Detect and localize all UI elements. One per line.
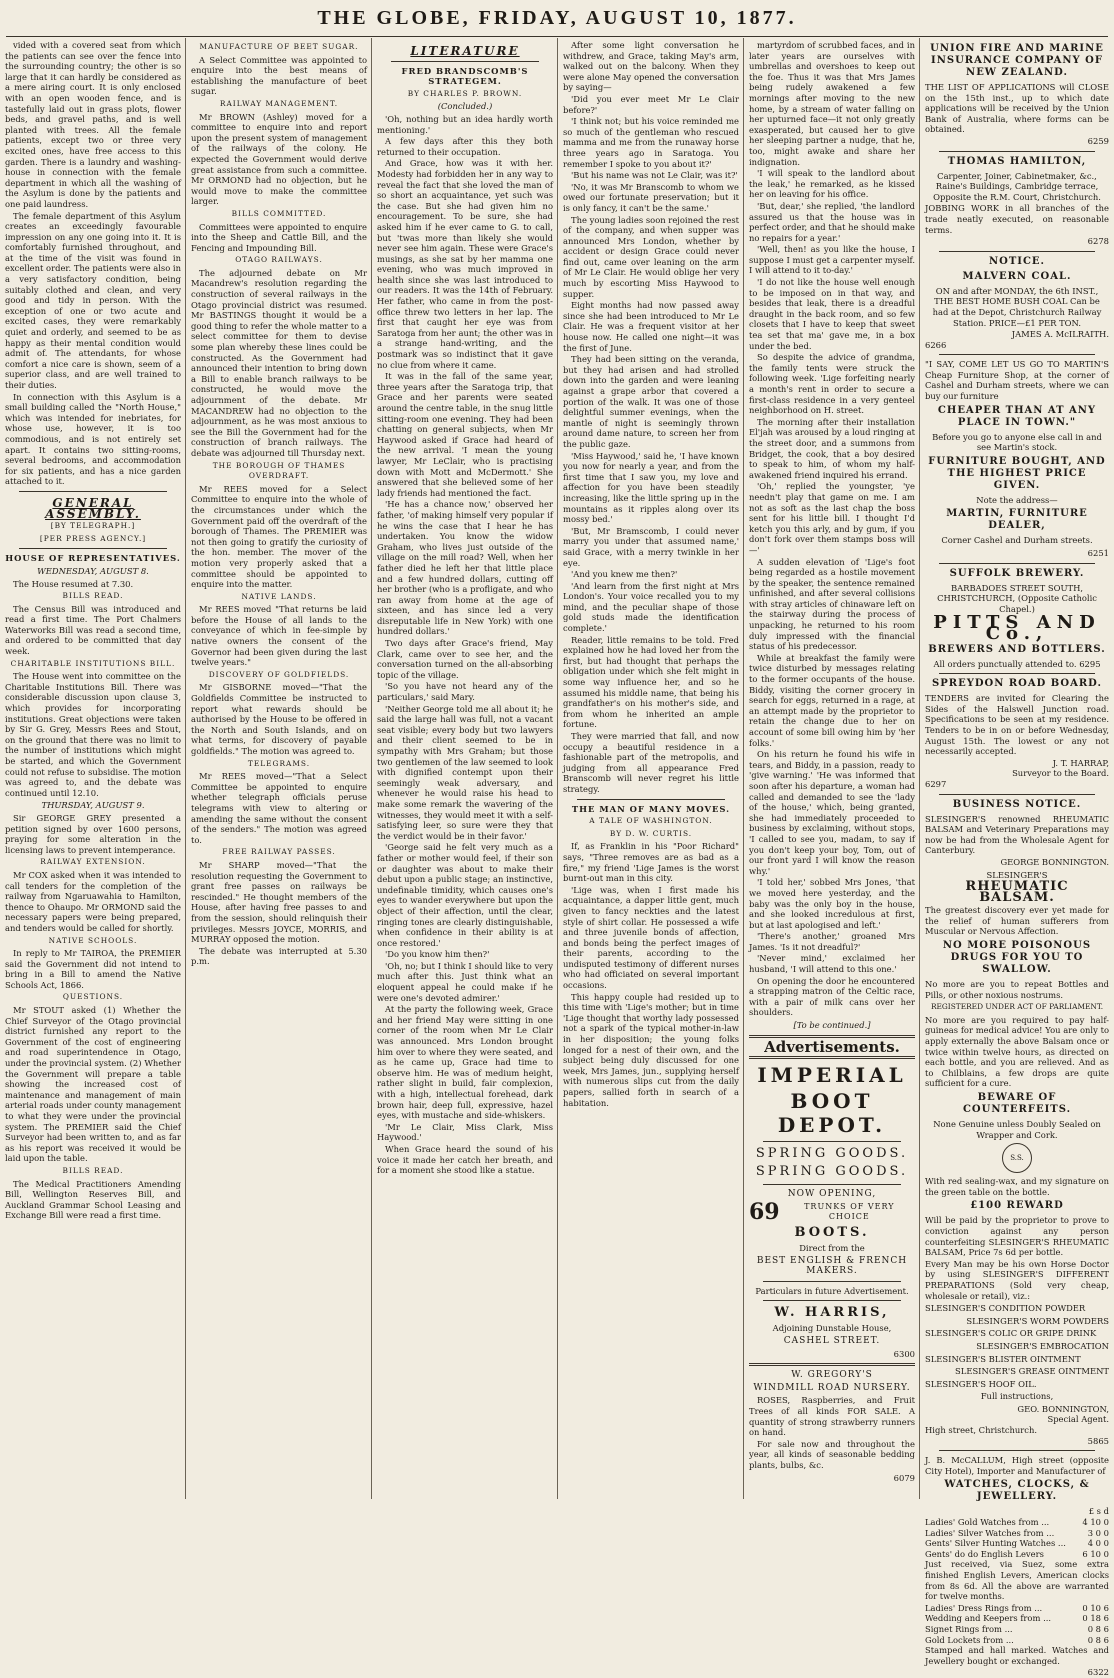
ad-adjoining: Adjoining Dunstable House, [772,1323,892,1334]
ad-preparation: SLESINGER'S GREASE OINTMENT [955,1366,1109,1377]
divider [391,61,539,62]
subheading: QUESTIONS. [62,992,124,1002]
story-paragraph: The young ladies soon rejoined the rest of the company, and when supper was announced Mrs London, whether by accident or design Grace could never find out, came over leaning on the arm of Mr Le Clair. He would oblige her very much by escorting Miss Haywood to supper. [563,214,739,299]
article-paragraph: The adjourned debate on Mr Macandrew's resolution regarding the construction of several railways in the Otago provincial district was resumed. Mr BASTINGS thought it would be a good thing to refer the whole matter to a select committee for them to devise some plan whereby these lines could be constructed. As the Government had announced their intention to bring down a Bill to enable branch railways to be constructed, he would move the adjournment of the debate. Mr MACANDREW had no objection to the adjournment, as he was most anxious to see the Bill the Government had for the construction of branch railways. The debate was adjourned till Thursday next. [191,267,367,458]
asylum-paragraph: The female department of this Asylum creates an exceedingly favourable impression on any one going into it. It is comfortably furnished throughout, and at the time of the visit was found in excellent order. The patients were also in a very satisfactory condition, being suitably clothed and clean, and very good and tidy in person. With the exception of one or two acute and excited cases, they were remarkably quiet and orderly, and seemed to be as happy as their mental condition would admit of. The attendants, for whose comfort a nice care is shown, seem of a superior class, and are well trained to their duties. [5,210,181,390]
ad-pitts-orders-text: All orders punctually attended to. [933,658,1077,669]
ad-direct: Direct from the [799,1243,865,1253]
ad-now-opening: NOW OPENING, [787,1189,877,1200]
ad-every-man: Every Man may be his own Horse Doctor by using SLESINGER'S DIFFERENT PREPARATIONS (Sold very cheap, wholesale or retail), viz.: [925,1258,1109,1301]
ad-nursery: WINDMILL ROAD NURSERY. [753,1382,911,1393]
story-paragraph: They were married that fall, and now occupy a beautiful residence in a fashionable part of the metropolis, and judging from all appearance Fred Branscomb will never regret his little strategy. [563,731,739,794]
ad-preparation: SLESINGER'S WORM POWDERS [966,1315,1109,1326]
ad-balsam-body-3: No more are you required to pay half-guineas for medical advice! You are only to apply externally the above Balsam once or twice within twelve hours, as directed on each bottle, and you are relieved. And as to Chilblains, a few drops are quite sufficient for a cure. [925,1014,1109,1089]
story-paragraph: martyrdom of scrubbed faces, and in later years are ourselves with umbrellas and overshoes to keep out the foe. Thus it was that Mrs James being rudely awakened a few mornings after moving to the new home, by a stream of water falling on her upturned face—it not only greatly exasperated, but caused her to give her sleeping partner a nudge, that he, too, might awake and share her indignation. [749,40,915,167]
ad-malvern-signature: JAMES A. McILRAITH. [1011,329,1109,340]
price-table [925,1506,1109,1559]
story-title: FRED BRANDSCOMB'S STRATEGEM. [401,65,529,87]
divider [939,354,1095,355]
column-1 [0,38,186,1499]
ad-boots: BOOTS. [794,1225,870,1240]
story2-title: THE MAN OF MANY MOVES. [571,803,731,814]
ad-number: 6278 [1087,236,1109,247]
ad-martin-name: MARTIN, FURNITURE DEALER, [946,508,1088,532]
column-3 [372,38,558,1499]
ad-spreydon-title: SPREYDON ROAD BOARD. [932,678,1102,690]
article-paragraph: Mr SHARP moved—"That the resolution requesting the Government to grant free passes on railways be rescinded." He thought members of the House, after having free passes to and from the session, should relinquish their privileges. Messrs JOYCE, MORRIS, and MURRAY opposed the motion. [191,859,367,945]
resumed-text: The House resumed at 7.30. [13,578,134,589]
divider [939,563,1095,564]
divider [939,1450,1095,1451]
ad-roses-2: For sale now and throughout the year, all kinds of seasonable bedding plants, bulbs, &c. [749,1438,915,1470]
ad-number: 6322 [1087,1667,1109,1678]
divider [763,1184,901,1185]
ad-spreydon-signature-2: Surveyor to the Board. [1012,768,1109,779]
ad-spring-goods: SPRING GOODS. [755,1164,909,1180]
divider [939,673,1095,674]
divider [19,491,167,492]
divider [749,1056,915,1059]
subheading: BILLS READ. [62,591,124,601]
subheading: MANUFACTURE OF BEET SUGAR. [199,42,359,51]
divider [939,794,1095,795]
story-paragraph: 'He has a chance now,' observed her father, 'of making himself very popular if he wins the case that I hear he has undertaken. You know the widow Graham, who lives just outside of the village on the mill road? Well, when her father died he left her that little place and a few hundred dollars, cutting off her brother (who is a profligate, and who ran away from home at the age of sixteen, and has since led a very disreputable life in New York) with one hundred dollars.' [377,499,553,637]
ad-mccallum-body: J. B. McCALLUM, High street (opposite City Hotel), Importer and Manufacturer of [925,1455,1109,1476]
story-paragraph: The morning after their installation El'jah was aroused by a loud ringing at the street door, and a summons from Bridget, the cook, that a boy desired to speak to him, of whom my half-awakened friend inquired his errand. [749,416,916,480]
story-paragraph: 'And learn from the first night at Mrs London's. Your voice recalled you to my mind, and the peculiar shape of those gold studs made the identification complete.' [563,580,739,634]
article-paragraph: Mr COX asked when it was intended to call tenders for the completion of the railway from Ngaruawahia to Hamilton, thence to Ohaupo. Mr ORMOND said the necessary papers were being prepared, and tenders would be called for shortly. [5,869,181,933]
ad-full-signature-2: Special Agent. [1047,1414,1109,1425]
price-value: 0 8 6 [1087,1623,1109,1634]
ad-pitts-body: BREWERS AND BOTTLERS. [928,643,1106,655]
ad-makers: BEST ENGLISH & FRENCH MAKERS. [756,1255,908,1277]
ad-registered: REGISTERED UNDER ACT OF PARLIAMENT. [930,1002,1104,1012]
ad-number: 5865 [1087,1435,1109,1446]
story-paragraph: This happy couple had resided up to this time with 'Lige's mother; but in time 'Lige thought that worthy lady possessed not a spark of the typical mother-in-law in her disposition; the young folks longed for a nest of their own, and the subject being duly discussed for one week, Mrs James, jun., supplying herself with numerous slips cut from the daily papers, sallied forth in search of a habitation. [563,991,739,1108]
ad-preparation: SLESINGER'S CONDITION POWDER [925,1303,1086,1314]
subheading: NATIVE LANDS. [241,591,317,601]
divider [939,251,1095,252]
subheading: CHARITABLE INSTITUTIONS BILL. [10,658,176,668]
price-item: Ladies' Silver Watches from ... [925,1527,1055,1538]
subheading: TELEGRAMS. [247,758,311,768]
divider [19,548,167,549]
ad-number: 6300 [893,1348,915,1359]
article-paragraph: Mr REES moved—"That a Select Committee be appointed to enquire whether telegraph officials peruse telegrams with view to altering or amending the same without the consent of the senders." The motion was agreed to. [191,771,367,845]
ad-reward-body: With red sealing-wax, and my signature on the green table on the bottle. [925,1176,1109,1197]
price-value: 4 0 0 [1087,1538,1109,1549]
ad-martin-title: "I SAY, COME LET US GO TO MARTIN'S Cheap Furniture Shop, at the corner of Cashel and Durham streets, where we can buy our furniture [925,359,1109,402]
ad-trunks: TRUNKS OF VERY CHOICE [804,1201,895,1222]
ad-union-body: THE LIST OF APPLICATIONS will CLOSE on the 15th inst., up to which date applications will be received by the Union Bank of Australia, where forms can be obtained. [925,82,1109,135]
ad-martin-cheaper: CHEAPER THAN AT ANY PLACE IN TOWN." [937,404,1097,428]
ad-mccallum-end: Stamped and hall marked. Watches and Jewellery bought or exchanged. [925,1645,1109,1666]
ad-balsam-no-more: NO MORE POISONOUS DRUGS FOR YOU TO SWALLOW. [942,940,1092,976]
subheading: DISCOVERY OF GOLDFIELDS. [208,669,350,679]
lsd-header: £ s d [1088,1506,1109,1517]
ad-full-address: High street, Christchurch. [925,1425,1038,1436]
ad-balsam-title: RHEUMATIC BALSAM. [965,879,1069,905]
story-paragraph: 'I told her,' sobbed Mrs Jones, 'that we moved here yesterday, and the baby was the only boy in the house, and she looked incredulous at first, but at last apologised and left.' [749,877,915,930]
story-paragraph: 'Never mind,' exclaimed her husband, 'I will attend to this one.' [749,953,915,975]
ad-preparation: SLESINGER'S EMBROCATION [976,1340,1109,1351]
table-row [925,1613,1109,1624]
ad-business-signature: GEORGE BONNINGTON. [1000,856,1109,867]
story-paragraph: And Grace, how was it with her. Modesty had forbidden her in any way to reveal the fact that she loved the man of so short an acquaintance, yet such was the case. But she had given him no encouragement. To be sure, she had asked him if he ever came to G. to call, but 'twas more than likely she would never see him again. These were Grace's musings, as she sat by her mamma one evening, who was much improved in health since she was last introduced to our readers. It was the 14th of February. Her father, who came in from the post-office threw two letters in her lap. The first that caught her eye was from Saratoga from her aunt; the other was in a strange hand-writing, and the postmark was so indistinct that it gave no clue from where it came. [377,158,553,370]
column-5 [744,38,920,1499]
ad-malvern-title: MALVERN COAL. [962,270,1072,282]
article-paragraph: Mr GISBORNE moved—"That the Goldfields Committee be instructed to report what rewards should be authorised by the House to be offered in the North and South Islands, and on what terms, for discovery of payable goldfields." The motion was agreed to. [191,682,367,756]
story-paragraph: 'Miss Haywood,' said he, 'I have known you now for nearly a year, and from the first time that I saw you, my love and affection for you have been steadily increasing, like the little spring up in the mountains as it ripples along over its mossy bed.' [563,450,739,525]
ad-hamilton-body: Carpenter, Joiner, Cabinetmaker, &c., Raine's Buildings, Cambridge terrace, Opposite the R.M. Court, Christchurch. [933,170,1101,202]
ad-full-instructions: Full instructions, [980,1391,1054,1402]
ad-spreydon-signature: J. T. HARRAP, [1052,757,1109,768]
table-row [925,1603,1109,1614]
masthead-title: THE GLOBE, FRIDAY, AUGUST 10, 1877. [317,6,797,29]
story-author: BY CHARLES P. BROWN. [407,88,523,98]
ad-pitts-orders [925,659,1109,670]
article-paragraph: Committees were appointed to enquire into the Sheep and Cattle Bill, and the Fencing and Impounding Bill. [191,221,367,253]
price-value: 0 18 6 [1082,1613,1109,1624]
story-paragraph: Reader, little remains to be told. Fred explained how he had loved her from the first, but had thought that perhaps the obligation under which she felt might in some way influence her, and so he assumed his middle name, that being his grandfather's on his mother's side, and from whom he inherited an ample fortune. [563,634,739,730]
story-paragraph: When Grace heard the sound of his voice it made her catch her breath, and for a moment she stood like a statue. [377,1143,553,1176]
table-row [925,1517,1109,1528]
table-row [925,1506,1109,1517]
ad-suffolk-title: SUFFOLK BREWERY. [949,567,1085,579]
ad-martin-corner: Corner Cashel and Durham streets. [941,535,1093,546]
masthead [6,0,1108,37]
story-paragraph: 'But his name was not Le Clair, was it?' [571,170,738,181]
date-heading: THURSDAY, AUGUST 9. [41,800,145,811]
story-paragraph: 'And you knew me then?' [571,569,678,580]
ad-roses: ROSES, Raspberries, and Fruit Trees of all kinds FOR SALE. A quantity of strong strawberry runners on hand. [749,1395,915,1438]
ad-mccallum-body-2: Just received, via Suez, some extra finished English Levers, American clocks from 8s 6d. All the above are warranted for twelve months. [925,1559,1109,1602]
divider [763,1300,901,1301]
ad-number: 6259 [1087,135,1109,146]
price-value: 3 0 0 [1087,1527,1109,1538]
story-paragraph: On opening the door he encountered a strapping matron of the Celtic race, with a pair of milk cans over her shoulders. [749,975,915,1018]
ad-balsam-body-2: No more are you to repeat Bottles and Pills, or other noxious nostrums. [925,979,1109,1000]
ad-particulars: Particulars in future Advertisement. [755,1285,909,1296]
column-2 [186,38,372,1499]
ad-slesinger: SLESINGER'S [986,869,1048,880]
table-row [925,1549,1109,1560]
subheading: BILLS READ. [62,1165,124,1175]
article-paragraph: The House went into committee on the Charitable Institutions Bill. There was considerable discussion upon clause 3, which provides for incorporating institutions. Great objections were taken by Sir G. Grey, Messrs Rees and Stout, on the ground that there was no limit to the number of institutions which might be started, and which the Government could not refuse to subsidise. The motion was agreed to, and the debate was continued until 12.10. [5,671,181,798]
ad-business-body: SLESINGER'S renowned RHEUMATIC BALSAM and Veterinary Preparations may now be had from the Wholesale Agent for Canterbury. [925,813,1109,856]
ad-balsam-body: The greatest discovery ever yet made for the relief of human sufferers from Muscular or Nervous Affection. [925,905,1109,937]
table-row [925,1624,1109,1635]
story-paragraph: 'I will speak to the landlord about the leak,' he remarked, as he kissed her on leaving for his office. [749,168,915,200]
date-heading: WEDNESDAY, AUGUST 8. [37,565,149,576]
to-be-continued: [To be continued.] [793,1020,871,1031]
column-4 [558,38,744,1499]
divider [749,1363,915,1366]
ad-union-title: UNION FIRE AND MARINE INSURANCE COMPANY OF NEW ZEALAND. [930,43,1104,78]
story-paragraph: 'George said he felt very much as a father or mother would feel, if their son or daughter was about to make their debut upon a public stage; an instinctive, undefinable timidity, which causes one's eyes to wander everywhere but upon the object of their affection, until the clear, ringing tones are clearly distinguishable, when confidence in their ability is at once restored.' [377,842,553,948]
house-heading: HOUSE OF REPRESENTATIVES. [5,553,181,564]
ad-number: 6079 [893,1472,915,1483]
story-concluded: (Concluded.) [437,101,493,112]
ad-mccallum-title: WATCHES, CLOCKS, & JEWELLERY. [944,1479,1090,1503]
price-item: Wedding and Keepers from ... [925,1613,1052,1624]
story-paragraph: So despite the advice of grandma, the family tents were struck the following week. 'Lige forfeiting nearly a month's rent in order to secure a first-class residence in a very genteel neighborhood on H. street. [749,352,915,416]
article-paragraph: Mr REES moved "That returns be laid before the House of all lands to the conveyance of which in fee-simple by native owners the consent of the Governor had been given during the last twelve years." [191,604,367,668]
ad-imperial: IMPERIAL [757,1063,907,1088]
ad-full-signature: GEO. BONNINGTON, [1017,1403,1109,1414]
ad-harris: W. HARRIS, [774,1305,890,1321]
story-paragraph: 'Well, then! as you like the house, I suppose I must get a carpenter myself. I will attend to it to-day.' [749,244,915,276]
ad-preparation: SLESINGER'S COLIC OR GRIPE DRINK [925,1328,1097,1339]
story-paragraph: 'Do you know him then?' [385,949,490,960]
story-paragraph: 'So you have not heard any of the particulars,' said Mary. [377,681,553,703]
story-paragraph: 'Oh,' replied the youngster, 'ye needn't play that game on me. I am not as soft as the last chap the boss sent for his little bill. I thought I'd ketch you this arly, and by gum, if you don't fork over them stamps boss will—' [749,481,915,555]
story-paragraph: A few days after this they both returned to their occupation. [377,136,553,157]
ad-beware: BEWARE OF COUNTERFEITS. [962,1092,1072,1115]
ad-martin-body: Before you go to anyone else call in and see Martin's stock. [932,431,1102,453]
story-paragraph: 'Oh, no; but I think I should like to very much after this. Just think what an eloquent appeal he could make if he were one's devoted admirer.' [377,960,553,1003]
ad-spring-goods: SPRING GOODS. [755,1146,909,1162]
ad-pitts: PITTS AND Co., [933,612,1101,644]
ad-boot-depot: BOOT DEPOT. [777,1089,887,1138]
table-row [925,1528,1109,1539]
ad-gregory: W. GREGORY'S [791,1370,873,1381]
subheading: RAILWAY EXTENSION. [40,857,146,867]
story-paragraph: 'Mr Le Clair, Miss Clark, Miss Haywood.' [377,1121,553,1143]
story-paragraph: Two days after Grace's friend, May Clark, came over to see her, and the conversation turned on the all-absorbing topic of the village. [377,638,553,680]
story-paragraph: 'There's another,' groaned Mrs James. 'Is it not dreadful?' [749,931,915,952]
ad-number: 6295 [1079,658,1101,669]
story-paragraph: After some light conversation he withdrew, and Grace, taking May's arm, walked out on the balcony. When they were alone May opened the conversation by saying— [563,40,739,93]
ad-malvern-body: ON and after MONDAY, the 6th INST., THE BEST HOME BUSH COAL Can be had at the Depot, Christchurch Railway Station. PRICE—£1 PER TON. [932,285,1102,328]
press-agency: [PER PRESS AGENCY.] [39,533,147,543]
ad-69: 69 [749,1199,780,1226]
ad-number: 6297 [925,778,947,789]
story-paragraph: 'But, Mr Bramscomb, I could never marry you under that assumed name,' said Grace, with a merry twinkle in her eye. [563,525,739,568]
ad-suffolk-body: BARBADOES STREET SOUTH, CHRISTCHURCH, (Opposite Catholic Chapel.) [937,582,1097,614]
divider [763,1281,901,1282]
price-item: Ladies' Gold Watches from ... [925,1517,1050,1528]
article-paragraph: The Medical Practitioners Amending Bill, Wellington Reserves Bill, and Auckland Grammar School Leasing and Exchange Bill were read a first time. [5,1178,181,1221]
ad-hamilton-body-2: JOBBING WORK in all branches of the trade neatly executed, on reasonable terms. [925,203,1109,235]
section-heading-literature: LITERATURE [410,44,520,58]
asylum-paragraph: In connection with this Asylum is a small building called the "North House," which was intended for inebriates, for whose use, however, it is too commodious, and is not entirely set apart. It contains two sitting-rooms, several bedrooms, and accommodation for six patients, and has a nice garden attached to it. [5,391,181,487]
subheading: THE BOROUGH OF THAMES OVERDRAFT. [212,460,346,481]
price-value: 4 10 0 [1082,1517,1109,1528]
article-paragraph: Mr STOUT asked (1) Whether the Chief Surveyor of the Otago provincial district furnished any report to the Government of the cost of engineering and road superintendence in Otago, under the provincial system. (2) Whether the Government will prepare a table showing the increased cost of maintenance and management of main arterial roads under county management to what they were under the provincial system. The PREMIER said the Chief Surveyor had been written to, and as far as his report was received it would be laid upon the table. [5,1005,181,1164]
ad-cashel: CASHEL STREET. [783,1335,881,1346]
story-paragraph: 'Lige was, when I first made his acquaintance, a dapper little gent, much given to fancy neckties and the latest style of shirt collar. He possessed a wife and three juvenile bonds of affection, and bonds being the perfect images of their parents, according to the undisputed testimony of different nurses who had officiated on several important occasions. [563,884,739,991]
story-paragraph: Eight months had now passed away since she had been introduced to Mr Le Clair. He was a frequent visitor at her house now. He called one night—it was the first of June. [563,300,739,353]
story2-author: BY D. W. CURTIS. [609,828,693,838]
price-item: Ladies' Dress Rings from ... [925,1602,1043,1613]
ad-hamilton-title: THOMAS HAMILTON, [947,155,1087,167]
by-telegraph: [BY TELEGRAPH.] [50,521,136,531]
price-item: Gents' Silver Hunting Watches ... [925,1538,1066,1549]
story-paragraph: It was in the fall of the same year, three years after the Saratoga trip, that Grace and her parents were seated around the centre table, in the snug little sitting-room one evening. They had been chatting on general subjects, when Mr Haywood asked if Grace had heard of the new arrival. 'I mean the young lawyer, Mr LeClair, who is practising down with Mott and McDermott.' She answered that she believed some of her lady friends had mentioned the fact. [377,371,553,498]
ad-number: 6251 [1087,548,1109,559]
price-item: Signet Rings from ... [925,1623,1013,1634]
ad-preparation: SLESINGER'S HOOF OIL. [925,1378,1037,1389]
price-value: 0 8 6 [1087,1634,1109,1645]
story-paragraph: 'I think not; but his voice reminded me so much of the gentleman who rescued mamma and me from the runaway horse three years ago in Saratoga. You remember I spoke to you about it?' [563,116,739,169]
article-paragraph: Mr REES moved for a Select Committee to enquire into the whole of the circumstances under which the Government paid off the overdraft of the borough of Thames. The PREMIER was not then going to gratify the curiosity of the hon. member. The mover of the motion very properly asked that a committee should be appointed to enquire into the matter. [191,483,367,590]
ad-number: 6266 [925,339,947,350]
ad-preparation: SLESINGER'S BLISTER OINTMENT [925,1353,1081,1364]
story-paragraph: 'Did you ever meet Mr Le Clair before?' [563,93,739,115]
ad-reward-body-2: Will be paid by the proprietor to prove to conviction against any person counterfeiting SLESINGER'S RHEUMATIC BALSAM, Price 7s 6d per bottle. [925,1215,1109,1258]
divider [577,799,725,800]
seal-text: S.S. [1010,1153,1024,1162]
table-row [925,1635,1109,1646]
story-paragraph: They had been sitting on the veranda, but they had arisen and had strolled down into the garden and were leaning against a grape arbor that covered a portion of the walk. It was one of those delightful summer evenings, when the mantle of night is seemingly thrown around dame nature, to screen her from the public gaze. [563,354,739,449]
article-paragraph: Mr BROWN (Ashley) moved for a committee to enquire into and report upon the present system of management of the railways of the colony. He expected the Government would derive great assistance from such a committee. Mr ORMOND had no objection, but he would move to make the committee larger. [191,111,367,207]
ad-trunks-line [749,1199,915,1226]
ad-notice-title: NOTICE. [988,255,1046,267]
story-paragraph: While at breakfast the family were twice disturbed by messages relating to the former occupants of the house. Biddy, visiting the corner grocery in search for eggs, returned in a rage, at an attempt made by the proprietor to retain the change due to her on account of some bill owing him by 'her folks.' [749,652,915,748]
ad-business-title: BUSINESS NOTICE. [952,798,1082,810]
story-paragraph: A sudden elevation of 'Lige's foot being regarded as a hostile movement by the speaker, the sentence remained unfinished, and after several collisions with stray articles of chinaware left on the stairway during the process of unpacking, he returned to his room duly impressed with the financial status of his predecessor. [749,556,915,652]
price-value: 6 10 0 [1082,1548,1109,1559]
story-paragraph: 'Neither George told me all about it; he said the large hall was full, not a vacant seat visible; every body but two lawyers and their client seemed to be in sympathy with Mrs Graham; but those two gentlemen of the law seemed to look with dignified contempt upon their seemingly weak adversary, and whenever he would raise his head to make some remark the wavering of the witnesses, they would meet it with a self-satisfying leer, so sure were they that the verdict would be in their favor.' [377,703,553,841]
ad-reward: £100 REWARD [970,1200,1064,1212]
story-paragraph: 'Oh, nothing but an idea hardly worth mentioning.' [377,113,553,135]
story-paragraph: 'I do not like the house well enough to be imposed on in that way, and besides that leak, there is a dreadful draught in the back room, and so few closets that I have to keep that sweet tea set that ma' gave me, in a box under the bed. [749,277,915,351]
column-6-advertisements [920,38,1114,1678]
story-paragraph: On his return he found his wife in tears, and Biddy, in a passion, ready to 'give warning.' 'He was informed that soon after his departure, a woman had called and demanded to see the 'lady of the house,' which, being granted, she had immediately proceeded to business by exclaiming, without stops, 'I called to see you, madam, to say if you don't keep your boy, Tom, out of our front yard I will know the reason why.' [749,749,915,876]
subheading: NATIVE SCHOOLS. [48,935,138,945]
ad-beware-body: None Genuine unless Doubly Sealed on Wrapper and Cork. [933,1119,1101,1140]
price-table-2 [925,1603,1109,1645]
seal-icon [1002,1143,1032,1173]
subheading: OTAGO RAILWAYS. [235,255,323,265]
asylum-paragraph: vided with a covered seat from which the patients can see over the fence into the surrounding country; the other is so large that it can hardly be considered as a mere airing court. It is only enclosed with an open wooden fence, and is tastefully laid out in grass plots, flower beds, and gravel paths, and is well planted with trees. All the female patients, except two or three very excited ones, have free access to this garden. There is a laundry and washing-house in connection with the female department in which all the washing of the Asylum is done by the patients and one paid laundress. [5,40,181,209]
table-cell [925,1506,1080,1517]
columns [0,38,1114,1678]
story-paragraph: If, as Franklin in his "Poor Richard" says, "Three removes are as bad as a fire," my friend 'Lige James is the worst burnt-out man in this city. [563,841,739,884]
article-paragraph: The Census Bill was introduced and read a first time. The Port Chalmers Waterworks Bill was read a second time, and ordered to be committed that day week. [5,603,181,657]
subheading: BILLS COMMITTED. [231,208,327,218]
article-paragraph: A Select Committee was appointed to enquire into the best means of establishing the manufacture of beet sugar. [191,54,367,97]
section-heading-general-assembly: GENERAL ASSEMBLY. [45,495,141,521]
story-paragraph: At the party the following week, Grace and her friend May were sitting in one corner of the room when Mr Le Clair was announced. Mrs London brought him over to where they were seated, and as he came up, Grace had time to observe him. He was of medium height, rather slight in build, fair complexion, with a high, intellectual forehead, dark brown hair, deep full, expressive, hazel eyes, with mustache and side-whiskers. [377,1004,553,1121]
price-item: Gold Lockets from ... [925,1634,1014,1645]
article-paragraph: Sir GEORGE GREY presented a petition signed by over 1600 persons, praying for some alteration in the licensing laws to prevent intemperance. [5,812,181,855]
ad-spreydon-body: TENDERS are invited for Clearing the Sides of the Halswell Junction road. Specifications to be seen at my residence. Tenders to be in on or before Wednesday, August 15th. The lowest or any not necessarily accepted. [925,693,1109,757]
price-item: Gents' do do English Levers [925,1548,1044,1559]
story2-subtitle: A TALE OF WASHINGTON. [589,816,713,826]
story-paragraph: 'But, dear,' she replied, 'the landlord assured us that the house was in perfect order, and that he should make no repairs for a year.' [749,200,915,243]
price-value: 0 10 6 [1082,1602,1109,1613]
divider [939,151,1095,152]
ad-martin-bought: FURNITURE BOUGHT, AND THE HIGHEST PRICE GIVEN. [928,455,1106,491]
divider [763,1141,901,1142]
article-paragraph: In reply to Mr TAIROA, the PREMIER said the Government did not intend to bring in a Bill to amend the Native Schools Act, 1866. [5,948,181,990]
table-row [925,1538,1109,1549]
ad-martin-address: Note the address— [976,494,1058,505]
subheading: RAILWAY MANAGEMENT. [219,98,339,108]
advertisements-heading: Advertisements. [764,1037,900,1056]
article-paragraph: The debate was interrupted at 5.30 p.m. [191,945,367,967]
subheading: FREE RAILWAY PASSES. [222,847,336,857]
story-paragraph: 'No, it was Mr Branscomb to whom we owed our fortunate preservation; but it is only fancy, it can't be the same.' [563,181,739,213]
